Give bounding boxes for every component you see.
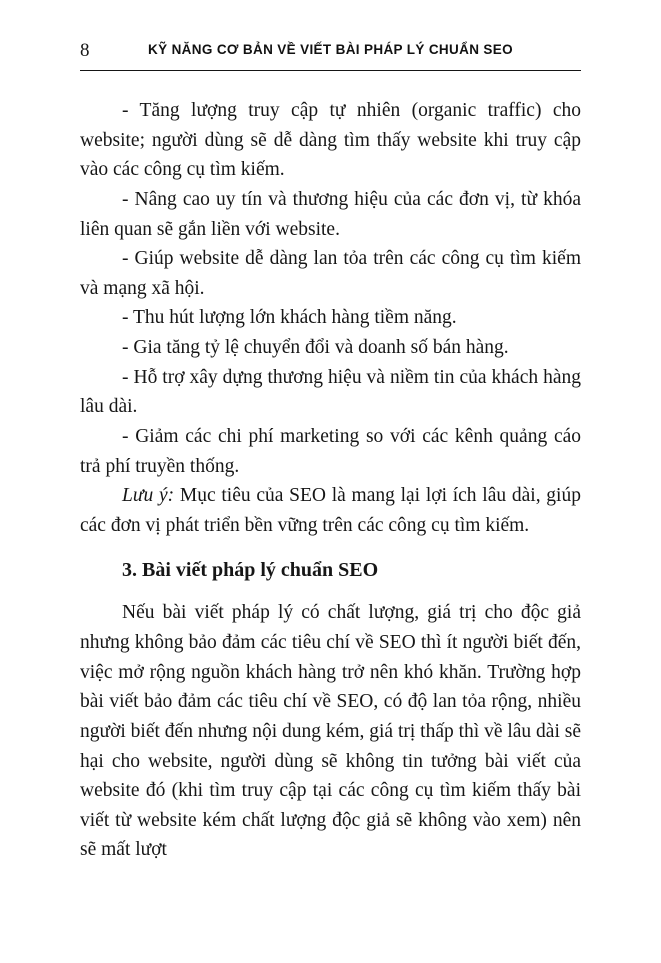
bullet-paragraph: - Gia tăng tỷ lệ chuyển đổi và doanh số bán hàng. [122,337,509,358]
header-divider [80,70,581,71]
note-text: Mục tiêu của SEO là mang lại lợi ích lâu dài, giúp các đơn vị phát triển bền vững trên các công cụ tìm kiếm. [80,485,581,536]
page-content [80,96,581,865]
note-label: Lưu ý: [122,485,175,507]
page-number: 8 [80,40,90,61]
bullet-paragraph: - Thu hút lượng lớn khách hàng tiềm năng. [122,307,457,329]
bullet-paragraph: - Hỗ trợ xây dựng thương hiệu và niềm tin của khách hàng lâu dài. [80,366,581,418]
bullet-paragraph: - Tăng lượng truy cập tự nhiên (organic traffic) cho website; người dùng sẽ dễ dàng tìm thấy website khi truy cập vào các công cụ tìm kiếm. [80,100,581,181]
note-paragraph [80,481,581,540]
section-heading: 3. Bài viết pháp lý chuẩn SEO [122,559,379,582]
running-header-title: KỸ NĂNG CƠ BẢN VỀ VIẾT BÀI PHÁP LÝ CHUẨN SEO [148,42,513,57]
page-header [80,34,581,64]
bullet-paragraph: - Giúp website dễ dàng lan tỏa trên các công cụ tìm kiếm và mạng xã hội. [80,248,581,299]
body-paragraph: Nếu bài viết pháp lý có chất lượng, giá trị cho độc giả nhưng không bảo đảm các tiêu chí về SEO thì ít người biết đến, việc mở rộng nguồn khách hàng trở nên khó khăn. Trường hợp bài viết bảo đảm các tiêu chí về SEO, có độ lan tỏa rộng, nhiều người biết đến nhưng nội dung kém, giá trị thấp thì về lâu dài sẽ hại cho website, người dùng sẽ không tin tưởng bài viết của website đó (khi tìm truy cập tại các công cụ tìm kiếm thấy bài viết từ website kém chất lượng độc giả sẽ không vào xem) nên sẽ mất lượt [80,602,581,861]
bullet-paragraph: - Nâng cao uy tín và thương hiệu của các đơn vị, từ khóa liên quan sẽ gắn liền với website. [80,188,581,240]
bullet-paragraph: - Giảm các chi phí marketing so với các kênh quảng cáo trả phí truyền thống. [80,425,581,477]
